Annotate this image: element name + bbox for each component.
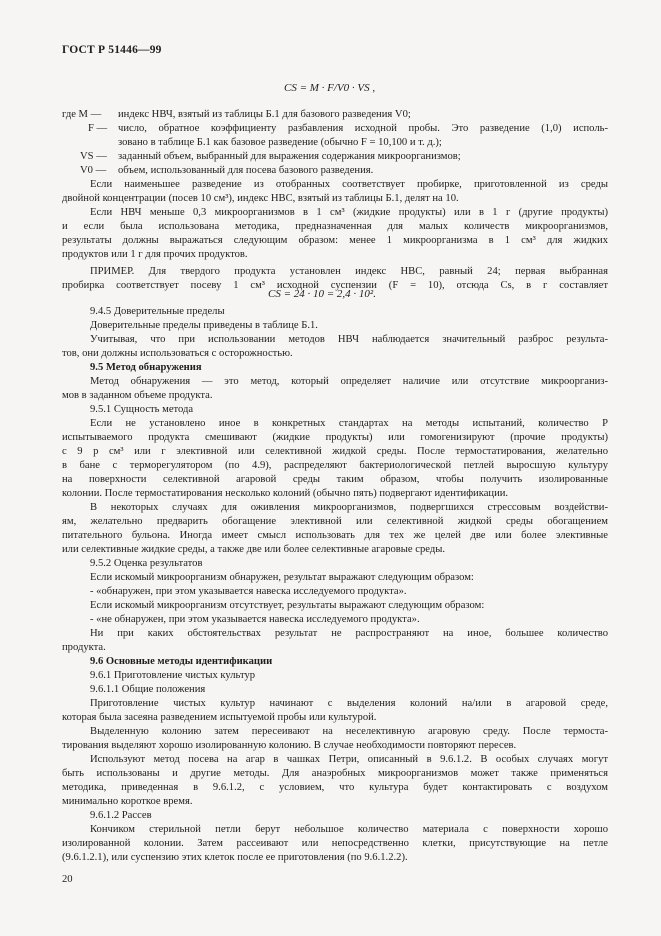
text-line: Кончиком стерильной петли берут небольшое количество материала с поверхности хорошо: [90, 824, 608, 835]
text-line: В некоторых случаях для оживления микроорганизмов, подвергшихся стрессовым воздействи-: [90, 502, 608, 513]
text-line: колонии. После термостатирования несколько колоний (обычно пять) подвергают идентификации.: [62, 488, 509, 499]
def-text-vs: заданный объем, выбранный для выражения содержания микроорганизмов;: [118, 151, 461, 162]
text-line: продуктов или 1 г для прочих продуктов.: [62, 249, 248, 260]
section-title: 9.5 Метод обнаружения: [90, 362, 202, 373]
text-line: или селективные жидкие среды, а также две или более селективные агаровые среды.: [62, 544, 445, 555]
text-line: Используют метод посева на агар в чашках Петри, описанный в 9.6.1.2. В особых случаях могут: [90, 754, 608, 765]
text-line: Доверительные пределы приведены в таблице Б.1.: [90, 320, 318, 331]
formula-cs: CS = M · F/V0 · VS ,: [284, 82, 376, 94]
text-line: (9.6.1.2.1), или суспензию этих клеток после ее приготовления (по 9.6.1.2.2).: [62, 852, 408, 863]
example-line: ПРИМЕР. Для твердого продукта установлен индекс НВС, равный 24; первая выбранная: [90, 266, 608, 277]
text-line: Ни при каких обстоятельствах результат не распространяют на иное, большее количество: [90, 628, 608, 639]
standard-header: ГОСТ Р 51446—99: [62, 44, 162, 56]
list-item: - «не обнаружен, при этом указывается навеска исследуемого продукта».: [90, 614, 420, 625]
text-line: в бане с терморегулятором (по 4.9), распределяют бактериологической петлей выросшую культуру: [62, 460, 608, 471]
text-line: Если искомый микроорганизм отсутствует, результаты выражают следующим образом:: [90, 600, 485, 611]
def-text-m: индекс НВЧ, взятый из таблицы Б.1 для базового разведения V0;: [118, 109, 411, 120]
section-title: 9.4.5 Доверительные пределы: [90, 306, 225, 317]
def-text-f-cont: зовано в таблице Б.1 как базовое разведение (обычно F = 10,100 и т. д.);: [118, 137, 442, 148]
text-line: с 9 p см³ или г элективной или селективной жидкой среды. После термостатирования, желательно: [62, 446, 608, 457]
def-sym-m: где M —: [62, 109, 102, 120]
def-sym-f: F —: [88, 123, 108, 134]
section-title: 9.6.1.1 Общие положения: [90, 684, 206, 695]
text-line: на поверхности селективной агаровой среды таким образом, чтобы получить изолированные: [62, 474, 608, 485]
def-sym-vs: VS —: [80, 151, 107, 162]
section-title: 9.5.1 Сущность метода: [90, 404, 194, 415]
text-line: Если наименьшее разведение из отобранных соответствует пробирке, приготовленной из среды: [90, 179, 608, 190]
section-title: 9.5.2 Оценка результатов: [90, 558, 203, 569]
text-line: продукта.: [62, 642, 106, 653]
text-line: тов, они должны использоваться с осторожностью.: [62, 348, 293, 359]
list-item: - «обнаружен, при этом указывается навеска исследуемого продукта».: [90, 586, 407, 597]
def-text-f: число, обратное коэффициенту разбавления исходной пробы. Это разведение (1,0) исполь-: [118, 123, 608, 134]
section-title: 9.6 Основные методы идентификации: [90, 656, 273, 667]
text-line: которая была засеяна разведением испытуемой пробы или культурой.: [62, 712, 377, 723]
text-line: Метод обнаружения — это метод, который определяет наличие или отсутствие микроорганиз-: [90, 376, 608, 387]
text-line: тирования выделяют хорошо изолированную колонию. В случае необходимости повторяют пересев.: [62, 740, 517, 751]
page-number: 20: [62, 874, 73, 885]
text-line: Приготовление чистых культур начинают с выделения колоний на/или в агаровой среде,: [90, 698, 608, 709]
text-line: Если не установлено иное в конкретных стандартах на методы испытаний, количество P: [90, 418, 608, 429]
text-line: результаты должны выражаться следующим образом: менее 1 микроорганизма в 1 см³ для жидких: [62, 235, 608, 246]
text-line: Учитывая, что при использовании методов НВЧ наблюдается значительный разброс результа-: [90, 334, 608, 345]
example-line: пробирка соответствует посеву 1 см³ исходной суспензии (F = 10), отсюда Cs, в г составляет: [62, 280, 608, 291]
text-line: мов в заданном объеме продукта.: [62, 390, 213, 401]
section-title: 9.6.1.2 Рассев: [90, 810, 152, 821]
text-line: Выделенную колонию затем пересеивают на неселективную агаровую среду. После термоста-: [90, 726, 608, 737]
text-line: испытываемого продукта смешивают (жидкие продукты) или гомогенизируют (прочие продукты): [62, 432, 608, 443]
text-line: двойной концентрации (посев 10 см³), индекс НВС, взятый из таблицы Б.1, делят на 10.: [62, 193, 459, 204]
text-line: и если была использована методика, предназначенная для малых количеств микроорганизмов,: [62, 221, 608, 232]
text-line: питательного бульона. Иногда имеет смысл использовать для тех же целей две или более элективные: [62, 530, 608, 541]
def-sym-v0: V0 —: [80, 165, 107, 176]
text-line: быть использованы и другие методы. Для анаэробных микроорганизмов может также применяться: [62, 768, 608, 779]
text-line: минимально короткое время.: [62, 796, 193, 807]
text-line: Если НВЧ меньше 0,3 микроорганизмов в 1 см³ (жидкие продукты) или в 1 г (другие продукты): [90, 207, 608, 218]
formula-example: CS = 24 · 10 = 2,4 · 10².: [268, 288, 376, 300]
text-line: изолированной колонии. Затем рассеивают или непосредственно клетки, присутствующие на петле: [62, 838, 608, 849]
text-line: Если искомый микроорганизм обнаружен, результат выражают следующим образом:: [90, 572, 474, 583]
def-text-v0: объем, использованный для посева базового разведения.: [118, 165, 374, 176]
text-line: методика, приведенная в 9.6.1.2, с условием, что культура будет контактировать с воздухом: [62, 782, 608, 793]
text-line: ям, желательно предварить обогащение элективной или селективной жидкой среды обогащением: [62, 516, 608, 527]
section-title: 9.6.1 Приготовление чистых культур: [90, 670, 256, 681]
